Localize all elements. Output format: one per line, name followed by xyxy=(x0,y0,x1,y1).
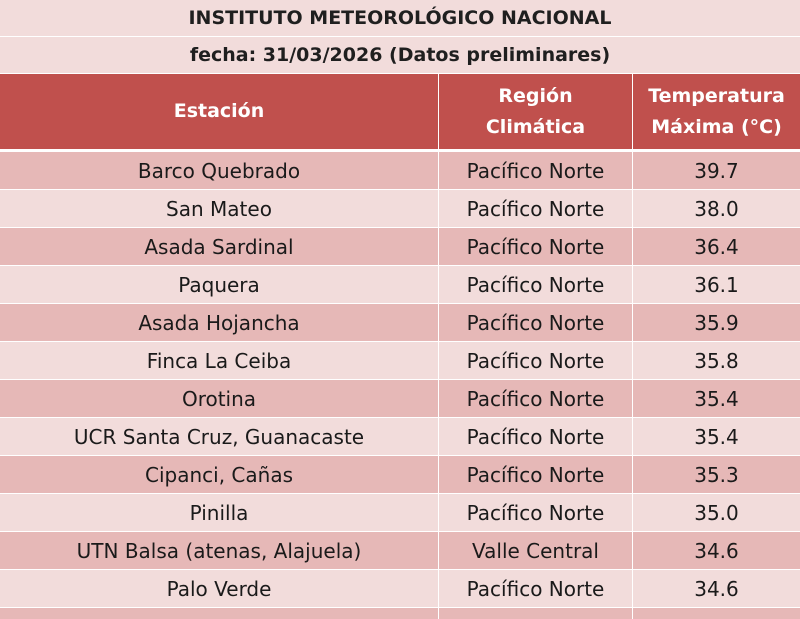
header-temperature xyxy=(632,74,800,149)
table-row xyxy=(0,418,800,456)
station-cell: San Mateo xyxy=(166,196,272,221)
region-cell: Pacífico Norte xyxy=(438,456,632,493)
temperature-cell: 36.1 xyxy=(632,266,800,303)
table-row xyxy=(0,456,800,494)
temperature-cell: 35.3 xyxy=(632,456,800,493)
header-region xyxy=(438,74,632,149)
temperature-cell: 39.7 xyxy=(632,152,800,189)
station-cell: UTN Balsa (atenas, Alajuela) xyxy=(76,538,362,563)
temperature-cell: 35.9 xyxy=(632,304,800,341)
table-row xyxy=(0,570,800,608)
station-cell: Orotina xyxy=(181,386,257,411)
table-row xyxy=(0,380,800,418)
region-cell: Pacífico Norte xyxy=(438,494,632,531)
region-cell: Pacífico Norte xyxy=(438,570,632,607)
region-cell: Valle Central xyxy=(438,532,632,569)
region-cell xyxy=(438,608,632,619)
table-row xyxy=(0,266,800,304)
table-row-partial xyxy=(0,608,800,619)
region-cell: Pacífico Norte xyxy=(438,266,632,303)
temperature-cell: 34.6 xyxy=(632,532,800,569)
report-date: fecha: 31/03/2026 (Datos preliminares) xyxy=(0,37,800,74)
station-cell xyxy=(0,608,438,619)
table-row xyxy=(0,494,800,532)
station-cell: Barco Quebrado xyxy=(137,158,301,183)
header-region-line2: Climática xyxy=(485,115,586,138)
temperature-cell xyxy=(632,608,800,619)
region-cell: Pacífico Norte xyxy=(438,342,632,379)
table-row xyxy=(0,152,800,190)
region-cell: Pacífico Norte xyxy=(438,228,632,265)
temperature-cell: 35.0 xyxy=(632,494,800,531)
station-cell: Asada Sardinal xyxy=(144,234,294,259)
station-cell: Cipanci, Cañas xyxy=(145,462,293,487)
temperature-cell: 35.8 xyxy=(632,342,800,379)
temperature-cell: 34.6 xyxy=(632,570,800,607)
region-cell: Pacífico Norte xyxy=(438,190,632,227)
region-cell: Pacífico Norte xyxy=(438,152,632,189)
table-row xyxy=(0,190,800,228)
station-cell: Finca La Ceiba xyxy=(146,348,292,373)
temperature-cell: 36.4 xyxy=(632,228,800,265)
table-row xyxy=(0,228,800,266)
header-temperature-line1: Temperatura xyxy=(648,84,785,107)
report-title: INSTITUTO METEOROLÓGICO NACIONAL xyxy=(0,0,800,37)
region-cell: Pacífico Norte xyxy=(438,304,632,341)
region-cell: Pacífico Norte xyxy=(438,418,632,455)
station-cell: UCR Santa Cruz, Guanacaste xyxy=(73,424,365,449)
table-row xyxy=(0,532,800,570)
header-station-label: Estación xyxy=(173,100,265,122)
header-region-line1: Región xyxy=(498,84,573,107)
table-row xyxy=(0,342,800,380)
temperature-cell: 35.4 xyxy=(632,418,800,455)
station-cell: Asada Hojancha xyxy=(138,310,300,335)
temperature-cell: 38.0 xyxy=(632,190,800,227)
header-temperature-line2: Máxima (°C) xyxy=(651,115,782,138)
temperature-cell: 35.4 xyxy=(632,380,800,417)
table-body xyxy=(0,152,800,619)
station-cell: Paquera xyxy=(178,272,260,297)
station-cell: Pinilla xyxy=(189,500,249,525)
station-cell: Palo Verde xyxy=(166,576,272,601)
table-row xyxy=(0,304,800,342)
header-station xyxy=(0,74,438,149)
table-header xyxy=(0,74,800,152)
region-cell: Pacífico Norte xyxy=(438,380,632,417)
